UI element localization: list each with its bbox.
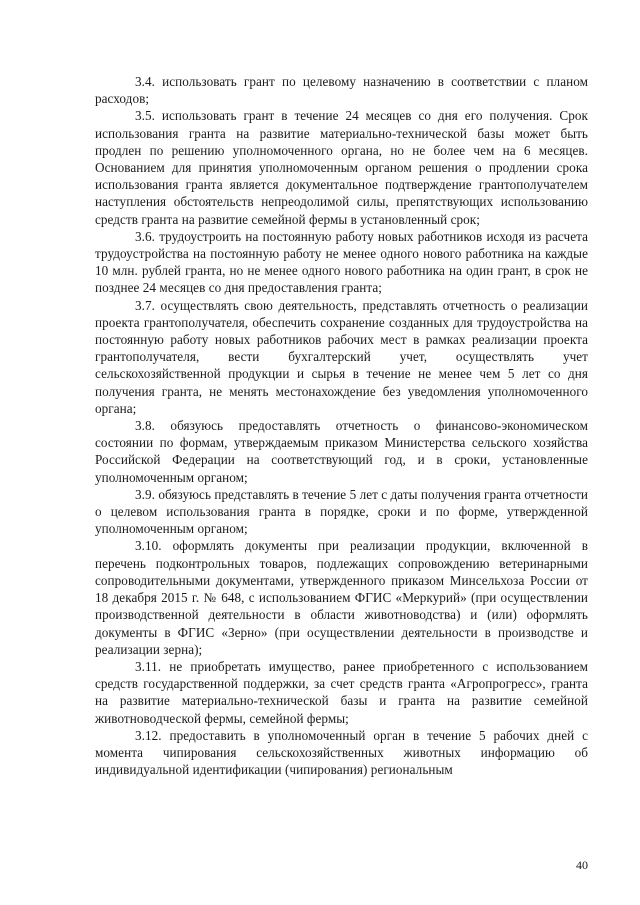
paragraph-3-11: 3.11. не приобретать имущество, ранее приобретенного с использованием средств государственной поддержки, за счет средств гранта «Агропрогресс», гранта на развитие материально-технической базы и гранта на развитие семейной животноводческой фермы, семейной фермы; [95, 658, 588, 726]
paragraph-3-10: 3.10. оформлять документы при реализации продукции, включенной в перечень подконтрольных товаров, подлежащих сопровождению ветеринарными сопроводительными документами, утвержденного приказом Минсельхоза России от 18 декабря 2015 г. № 648, с использованием ФГИС «Меркурий» (при осуществлении производственной деятельности в области животноводства) и (или) оформлять документы в ФГИС «Зерно» (при осуществлении деятельности в производстве и реализации зерна); [95, 538, 588, 657]
paragraph-3-12: 3.12. предоставить в уполномоченный орган в течение 5 рабочих дней с момента чипирования сельскохозяйственных животных информацию об индивидуальной идентификации (чипирования) региональным [95, 727, 588, 778]
paragraph-3-7: 3.7. осуществлять свою деятельность, представлять отчетность о реализации проекта грантополучателя, обеспечить сохранение созданных для трудоустройства на постоянную работу новых работников рабочих мест в рамках реализации проекта грантополучателя, вести бухгалтерский учет, осуществлять учет сельскохозяйственной продукции и сырья в течение не менее чем 5 лет со дня получения гранта, не менять местонахождение без уведомления уполномоченного органа; [95, 297, 588, 416]
document-body [95, 73, 588, 778]
paragraph-3-6: 3.6. трудоустроить на постоянную работу новых работников исходя из расчета трудоустройства на постоянную работу не менее одного нового работника на каждые 10 млн. рублей гранта, но не менее одного нового работника на один грант, в срок не позднее 24 месяцев со дня предоставления гранта; [95, 228, 588, 296]
page-number: 40 [576, 858, 588, 872]
paragraph-3-5: 3.5. использовать грант в течение 24 месяцев со дня его получения. Срок использования гранта на развитие материально-технической базы может быть продлен по решению уполномоченного органа, но не более чем на 6 месяцев. Основанием для принятия уполномоченным органом решения о продлении срока использования гранта является документальное подтверждение грантополучателем наступления обстоятельств непреодолимой силы, препятствующих использованию средств гранта на развитие семейной фермы в установленный срок; [95, 108, 588, 227]
paragraph-3-8: 3.8. обязуюсь предоставлять отчетность о финансово-экономическом состоянии по формам, утверждаемым приказом Министерства сельского хозяйства Российской Федерации на соответствующий год, и в сроки, установленные уполномоченным органом; [95, 418, 588, 485]
paragraph-3-9: 3.9. обязуюсь представлять в течение 5 лет с даты получения гранта отчетности о целевом использования гранта в порядке, сроки и по форме, утвержденной уполномоченным органом; [95, 486, 588, 537]
paragraph-3-4: 3.4. использовать грант по целевому назначению в соответствии с планом расходов; [95, 74, 588, 107]
